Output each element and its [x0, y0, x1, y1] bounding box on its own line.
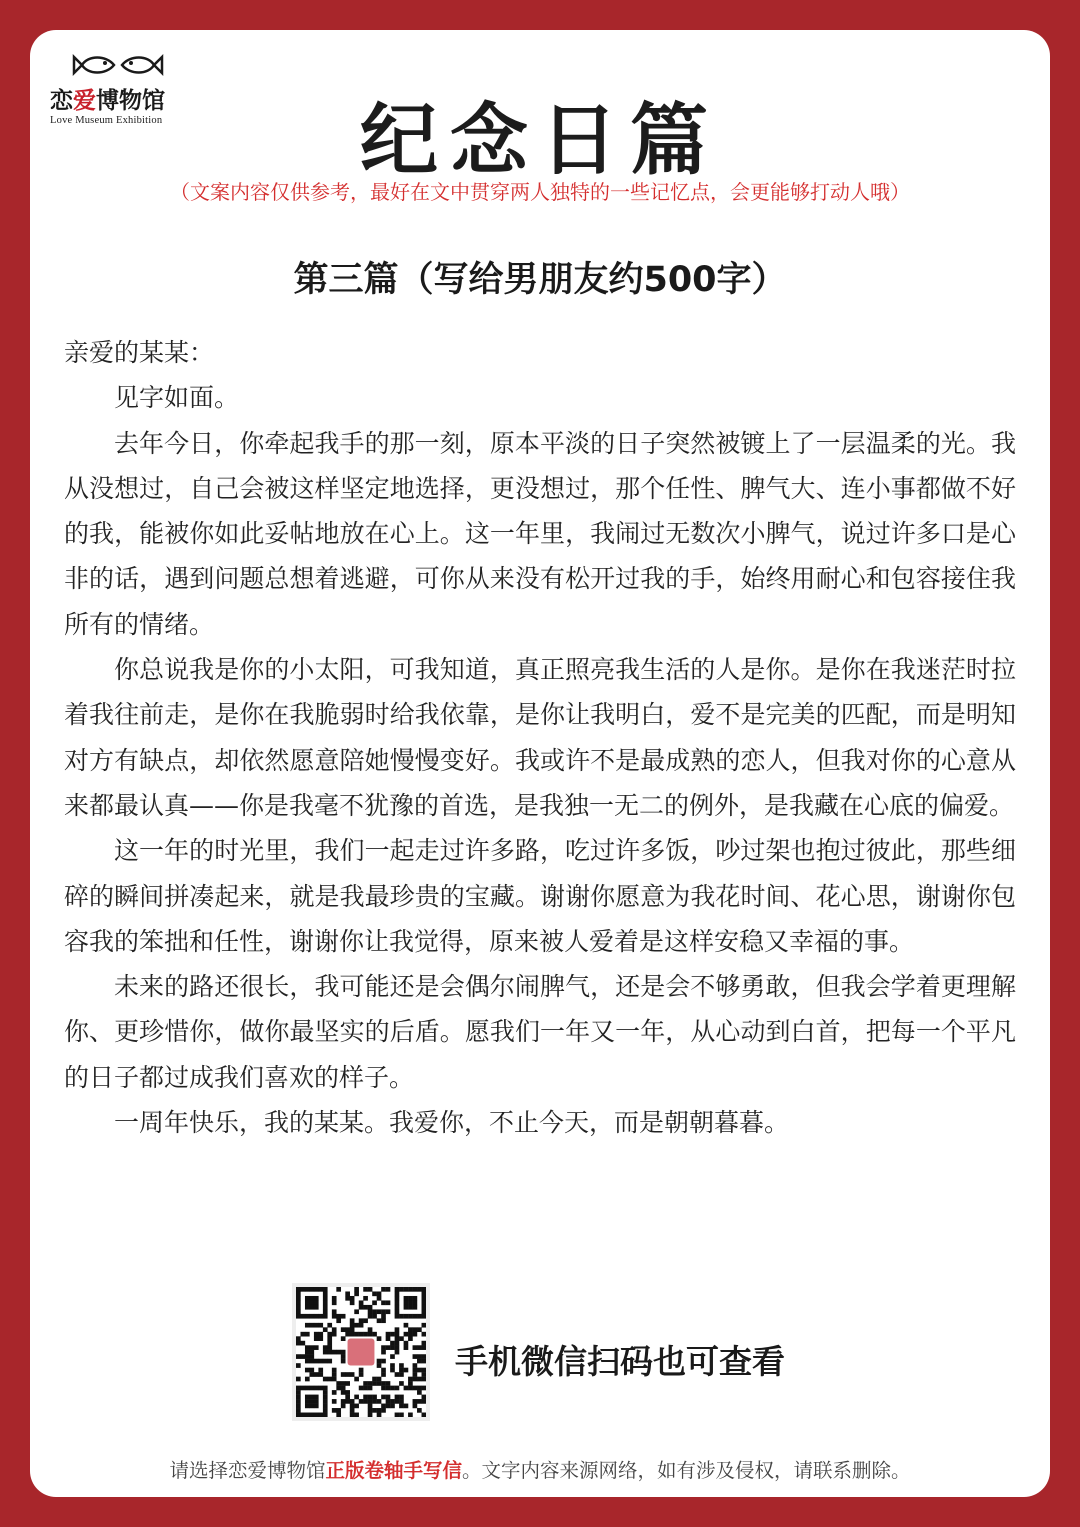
brand-english-name: Love Museum Exhibition: [50, 115, 163, 126]
footer-highlight: 正版卷轴手写信: [325, 1459, 462, 1482]
qr-code-graphic: [296, 1287, 426, 1417]
letter-paragraph: 这一年的时光里，我们一起走过许多路，吃过许多饭，吵过架也抱过彼此，那些细碎的瞬间拼凑起来，就是我最珍贵的宝藏。谢谢你愿意为我花时间、花心思，谢谢你包容我的笨拙和任性，谢谢你让我觉得，原来被人爱着是这样安稳又幸福的事。: [64, 836, 1016, 956]
qr-center-logo-icon: [348, 1339, 375, 1366]
letter-paragraph: 未来的路还很长，我可能还是会偶尔闹脾气，还是会不够勇敢，但我会学着更理解你、更珍惜你，做你最坚实的后盾。愿我们一年又一年，从心动到白首，把每一个平凡的日子都过成我们喜欢的样子。: [64, 972, 1016, 1092]
page-subtitle: （文案内容仅供参考，最好在文中贯穿两人独特的一些记忆点，会更能够打动人哦）: [170, 180, 910, 204]
letter-body: [64, 330, 1016, 1145]
letter-paragraph: 一周年快乐，我的某某。我爱你，不止今天，而是朝朝暮暮。: [114, 1108, 790, 1138]
letter-salutation: 亲爱的某某：: [64, 338, 215, 367]
letter-paragraph: 去年今日，你牵起我手的那一刻，原本平淡的日子突然被镀上了一层温柔的光。我从没想过，自己会被这样坚定地选择，更没想过，那个任性、脾气大、连小事都做不好的我，能被你如此妥帖地放在心上。这一年里，我闹过无数次小脾气，说过许多口是心非的话，遇到问题总想着逃避，可你从来没有松开过我的手，始终用耐心和包容接住我所有的情绪。: [64, 428, 1016, 639]
brand-name: 恋爱博物馆: [50, 87, 165, 114]
letter-paragraph: 见字如面。: [114, 383, 240, 413]
section-heading: 第三篇（写给男朋友约500字）: [293, 260, 787, 300]
footer-notice: 请选择恋爱博物馆正版卷轴手写信。文字内容来源网络，如有涉及侵权，请联系删除。: [169, 1459, 911, 1482]
fish-pair-icon: [70, 52, 166, 78]
qr-code-icon[interactable]: [292, 1283, 430, 1421]
qr-caption: 手机微信扫码也可查看: [455, 1342, 785, 1381]
page-title: 纪念日篇: [359, 95, 720, 186]
letter-card: [30, 30, 1050, 1497]
letter-paragraph: 你总说我是你的小太阳，可我知道，真正照亮我生活的人是你。是你在我迷茫时拉着我往前走，是你在我脆弱时给我依靠，是你让我明白，爱不是完美的匹配，而是明知对方有缺点，却依然愿意陪她慢慢变好。我或许不是最成熟的恋人，但我对你的心意从来都最认真——你是我毫不犹豫的首选，是我独一无二的例外，是我藏在心底的偏爱。: [64, 655, 1016, 820]
